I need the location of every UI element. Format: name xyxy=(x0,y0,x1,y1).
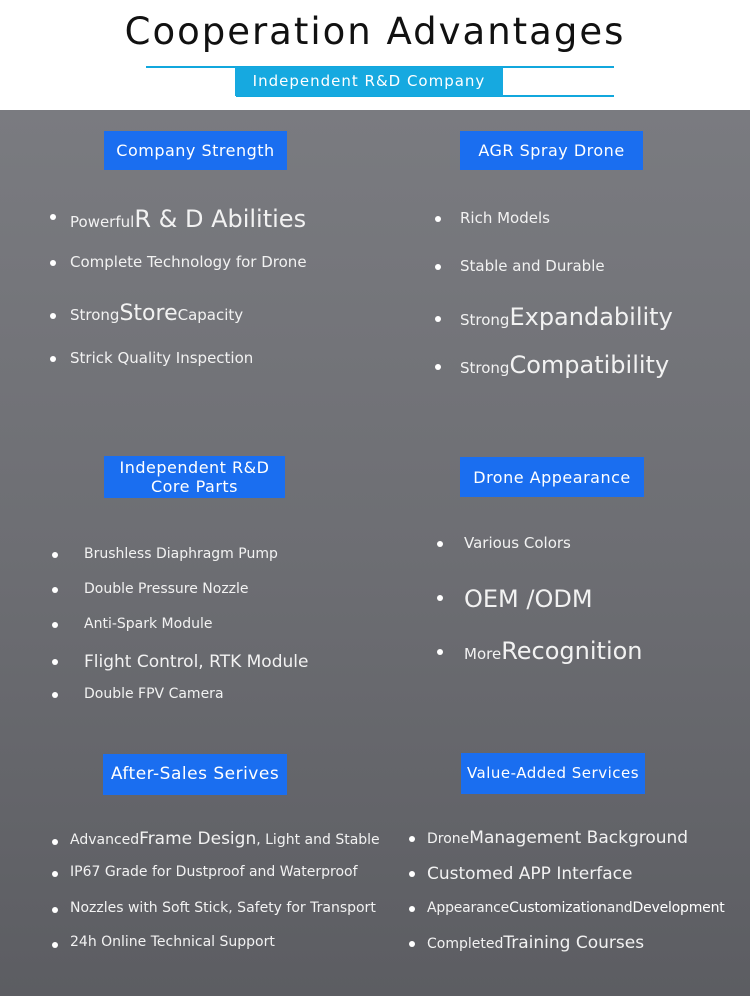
list-item: Anti-Spark Module xyxy=(84,616,212,632)
list-item: IP67 Grade for Dustproof and Waterproof xyxy=(70,864,358,880)
list-item: Strong Store Capacity xyxy=(70,301,243,326)
list-item: More Recognition xyxy=(464,637,643,665)
bullet-dot xyxy=(52,942,58,948)
list-item: Double Pressure Nozzle xyxy=(84,581,249,597)
bullet-dot xyxy=(52,552,58,558)
bullet-dot xyxy=(50,214,56,220)
tag-company-strength: Company Strength xyxy=(104,131,287,170)
bullet-dot xyxy=(435,264,441,270)
bullet-dot xyxy=(409,836,415,842)
list-item: Strong Expandability xyxy=(460,303,673,331)
bullet-dot xyxy=(435,364,441,370)
bullet-dot xyxy=(52,659,58,665)
list-item: Flight Control, RTK Module xyxy=(84,652,308,672)
list-item: Various Colors xyxy=(464,534,571,552)
bullet-dot xyxy=(437,595,443,601)
list-item: OEM /ODM xyxy=(464,585,593,613)
list-item: Powerful R & D Abilities xyxy=(70,205,306,233)
tag-after-sales: After-Sales Serives xyxy=(103,754,287,795)
bullet-dot xyxy=(435,316,441,322)
bullet-dot xyxy=(52,907,58,913)
tag-agr-spray-drone: AGR Spray Drone xyxy=(460,131,643,170)
bullet-dot xyxy=(409,871,415,877)
bullet-dot xyxy=(435,216,441,222)
list-item: Rich Models xyxy=(460,209,550,227)
page-subtitle: Independent R&D Company xyxy=(235,67,503,96)
list-item: Complete Technology for Drone xyxy=(70,253,307,271)
list-item: Customed APP Interface xyxy=(427,864,632,884)
bullet-dot xyxy=(409,941,415,947)
tag-value-added: Value-Added Services xyxy=(461,753,645,794)
list-item: Brushless Diaphragm Pump xyxy=(84,546,278,562)
bullet-dot xyxy=(50,356,56,362)
bullet-dot xyxy=(52,622,58,628)
list-item: Completed Training Courses xyxy=(427,933,644,953)
list-item: 24h Online Technical Support xyxy=(70,934,275,950)
header xyxy=(0,0,750,110)
list-item: Double FPV Camera xyxy=(84,686,224,702)
tag-drone-appearance: Drone Appearance xyxy=(460,457,644,497)
tag-core-parts: Independent R&D Core Parts xyxy=(104,456,285,498)
bullet-dot xyxy=(437,541,443,547)
bullet-dot xyxy=(409,906,415,912)
page-title: Cooperation Advantages xyxy=(124,10,626,53)
bullet-dot xyxy=(52,839,58,845)
bullet-dot xyxy=(52,587,58,593)
list-item: Advanced Frame Design , Light and Stable xyxy=(70,829,380,849)
bullet-dot xyxy=(50,313,56,319)
bullet-dot xyxy=(52,871,58,877)
bullet-dot xyxy=(50,260,56,266)
list-item: Strong Compatibility xyxy=(460,351,669,379)
list-item: Stable and Durable xyxy=(460,257,605,275)
list-item: Drone Management Background xyxy=(427,828,688,848)
list-item: Appearance Customization and Development xyxy=(427,900,725,916)
bullet-dot xyxy=(52,692,58,698)
list-item: Nozzles with Soft Stick, Safety for Transport xyxy=(70,900,376,916)
list-item: Strick Quality Inspection xyxy=(70,349,253,367)
bullet-dot xyxy=(437,649,443,655)
